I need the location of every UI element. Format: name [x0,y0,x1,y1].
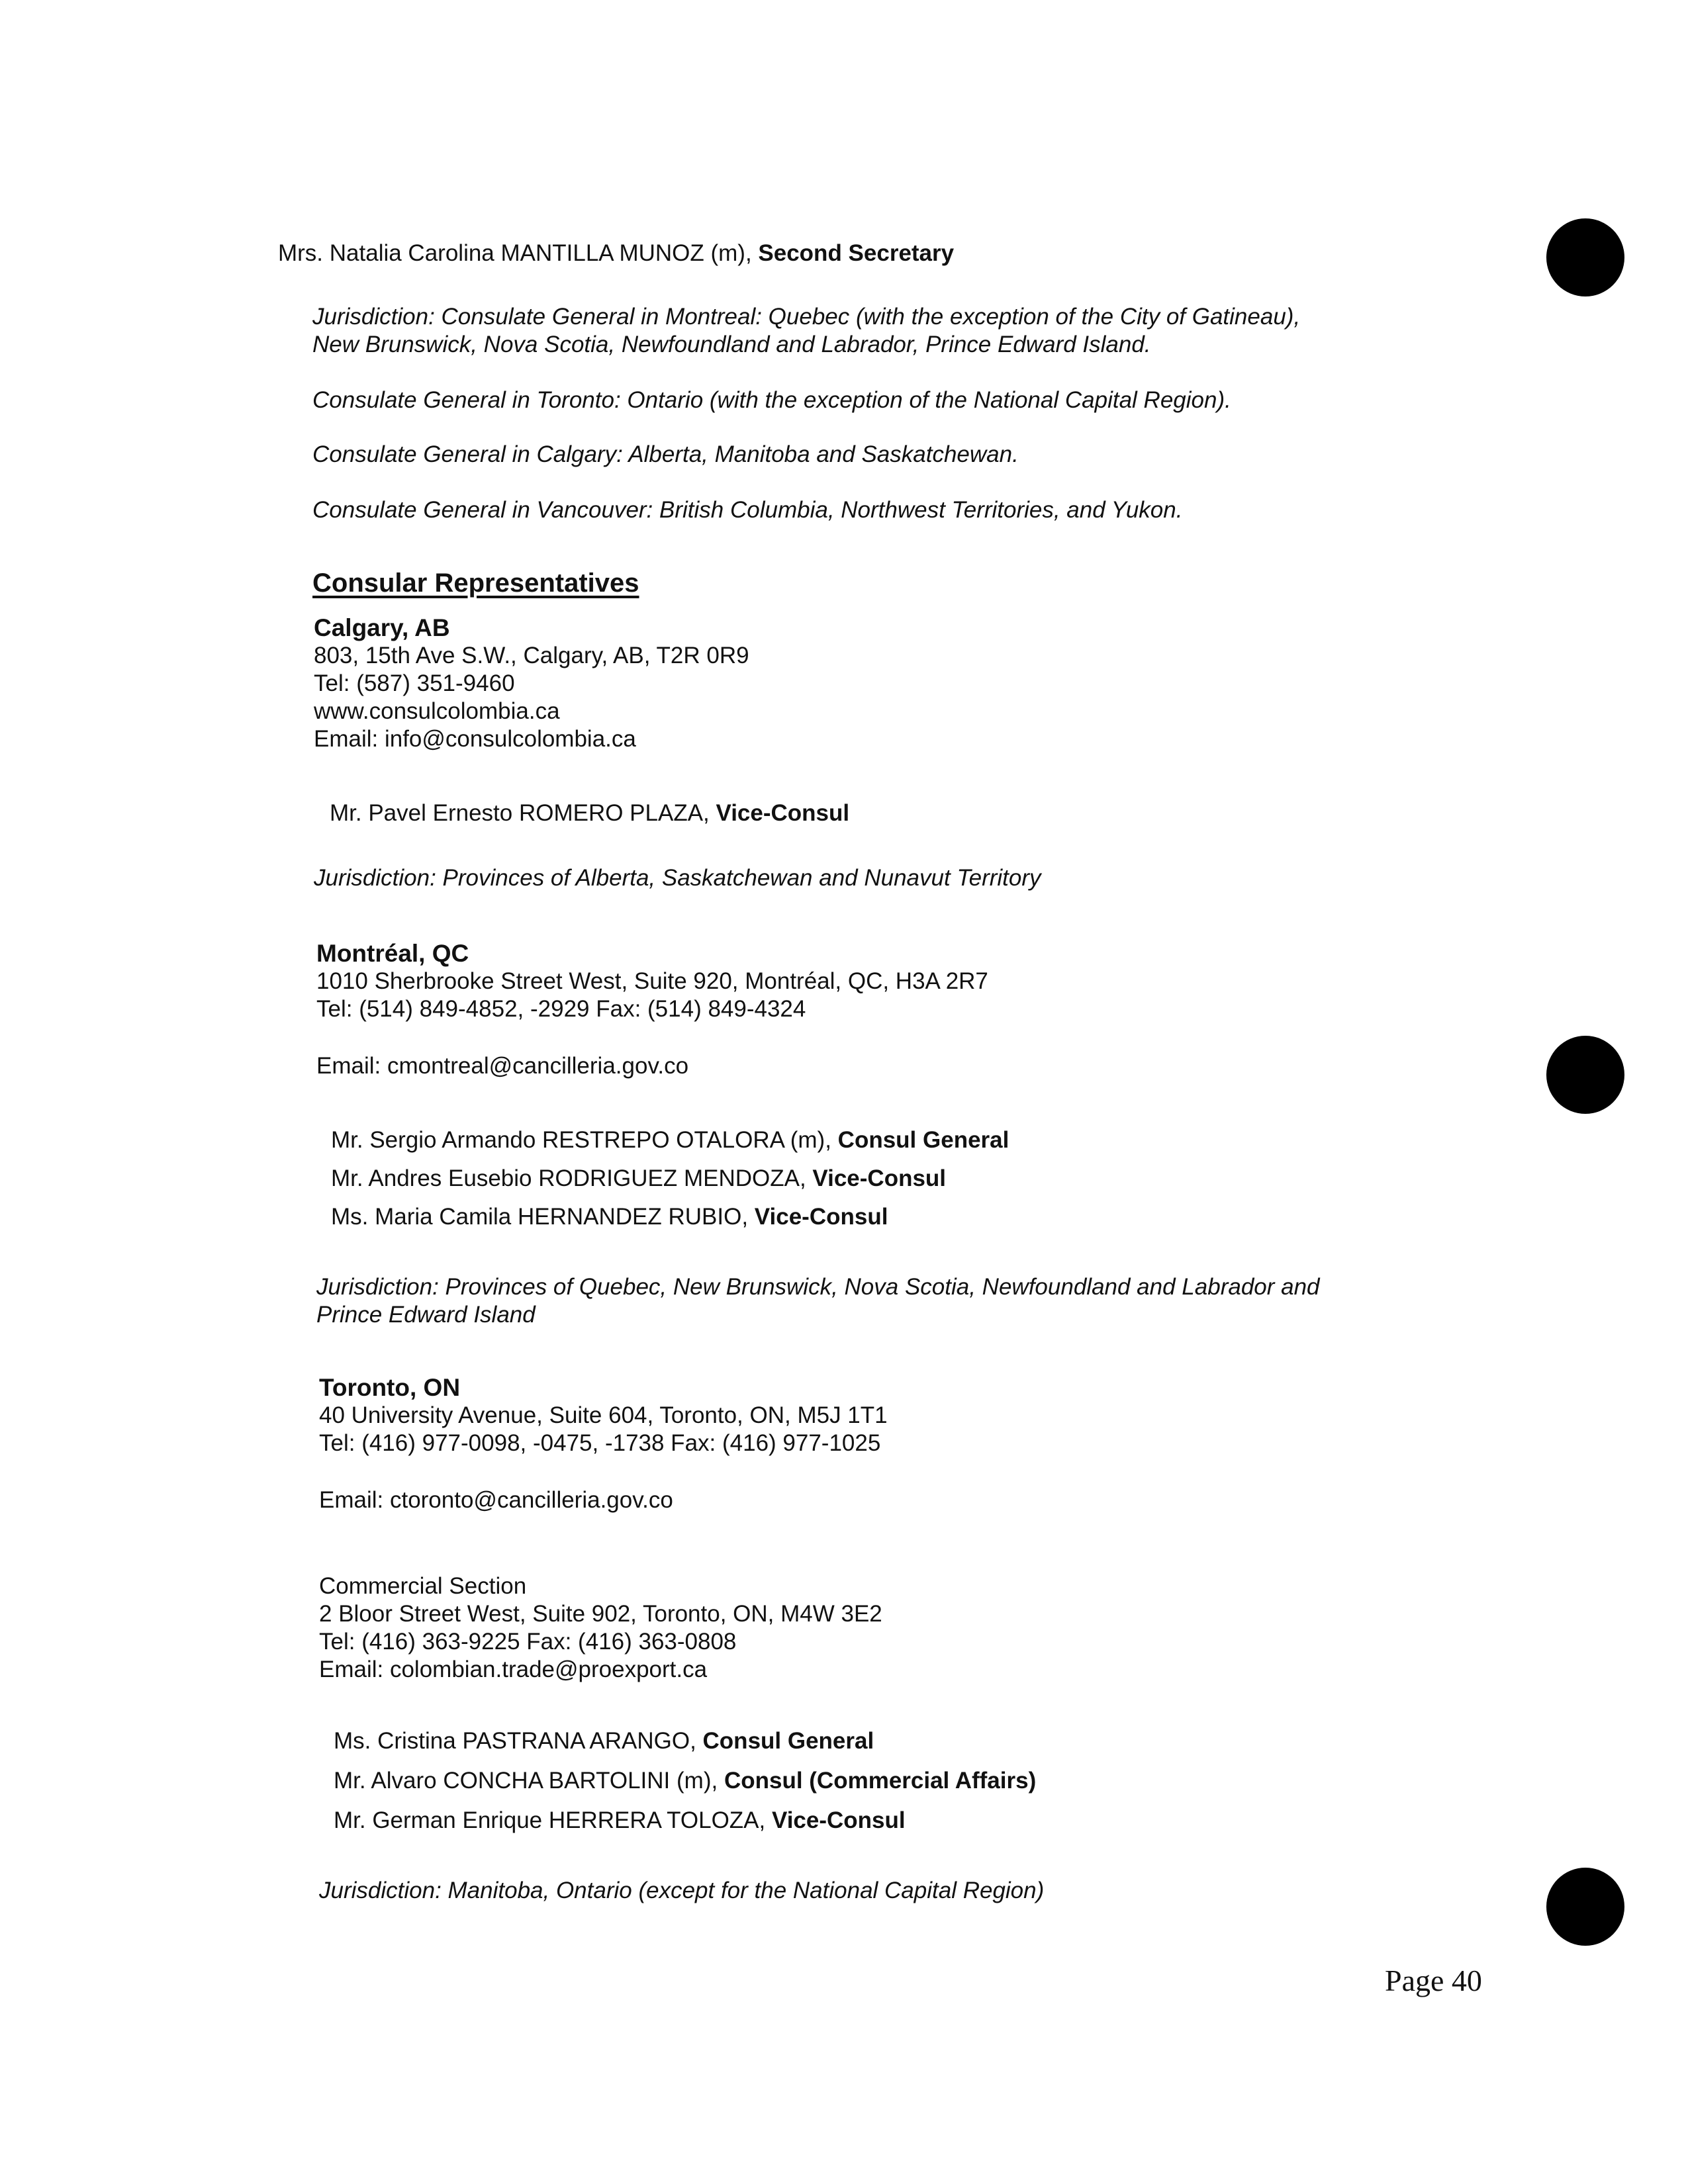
punch-hole-middle [1546,1036,1624,1114]
staff-entry [334,1727,874,1755]
commercial-email: Email: colombian.trade@proexport.ca [319,1657,708,1682]
staff-entry [334,1767,1036,1795]
person-title: Vice-Consul [754,1204,888,1230]
montreal-address: 1010 Sherbrooke Street West, Suite 920, Montréal, QC, H3A 2R7 [316,968,988,994]
jurisdiction-line: New Brunswick, Nova Scotia, Newfoundland and Labrador, Prince Edward Island. [312,332,1151,357]
calgary-jurisdiction: Jurisdiction: Provinces of Alberta, Saskatchewan and Nunavut Territory [314,865,1041,891]
calgary-tel: Tel: (587) 351-9460 [314,670,515,696]
commercial-section-label: Commercial Section [319,1573,527,1599]
person-name: Ms. Cristina PASTRANA ARANGO, [334,1728,703,1754]
commercial-address: 2 Bloor Street West, Suite 902, Toronto, ON, M4W 3E2 [319,1601,882,1627]
person-title: Vice-Consul [716,800,850,826]
toronto-tel: Tel: (416) 977-0098, -0475, -1738 Fax: (416) 977-1025 [319,1430,881,1456]
page-number: Page 40 [1385,1964,1482,1997]
person-name: Mr. Pavel Ernesto ROMERO PLAZA, [330,800,716,826]
city-heading-calgary: Calgary, AB [314,614,450,641]
calgary-address: 803, 15th Ave S.W., Calgary, AB, T2R 0R9 [314,643,749,668]
montreal-email: Email: cmontreal@cancilleria.gov.co [316,1053,689,1079]
person-title: Vice-Consul [812,1165,947,1191]
person-name: Mr. Alvaro CONCHA BARTOLINI (m), [334,1768,724,1794]
calgary-website: www.consulcolombia.ca [314,698,560,724]
staff-entry [331,1165,946,1193]
toronto-address: 40 University Avenue, Suite 604, Toronto, ON, M5J 1T1 [319,1402,888,1428]
person-title: Consul General [837,1127,1009,1153]
staff-entry [330,799,849,827]
jurisdiction-line: Consulate General in Calgary: Alberta, Manitoba and Saskatchewan. [312,441,1019,467]
second-secretary-entry [278,240,954,267]
person-title: Vice-Consul [771,1807,906,1833]
staff-entry [334,1807,906,1835]
person-name: Mr. Andres Eusebio RODRIGUEZ MENDOZA, [331,1165,813,1191]
staff-entry [331,1126,1009,1154]
montreal-tel: Tel: (514) 849-4852, -2929 Fax: (514) 849-4324 [316,996,806,1022]
toronto-jurisdiction: Jurisdiction: Manitoba, Ontario (except for the National Capital Region) [319,1878,1045,1903]
person-name: Ms. Maria Camila HERNANDEZ RUBIO, [331,1204,755,1230]
person-name: Mr. German Enrique HERRERA TOLOZA, [334,1807,772,1833]
staff-entry [331,1203,888,1231]
jurisdiction-line: Jurisdiction: Consulate General in Montreal: Quebec (with the exception of the City of Gatineau), [312,304,1301,330]
city-heading-montreal: Montréal, QC [316,940,469,967]
city-heading-toronto: Toronto, ON [319,1374,461,1401]
person-title: Second Secretary [758,240,955,266]
section-heading: Consular Representatives [312,569,639,598]
punch-hole-bottom [1546,1868,1624,1946]
person-title: Consul General [702,1728,874,1754]
person-name: Mrs. Natalia Carolina MANTILLA MUNOZ (m), [278,240,759,266]
jurisdiction-line: Consulate General in Vancouver: British Columbia, Northwest Territories, and Yukon. [312,497,1183,523]
toronto-email: Email: ctoronto@cancilleria.gov.co [319,1487,673,1513]
calgary-email: Email: info@consulcolombia.ca [314,726,636,752]
punch-hole-top [1546,218,1624,296]
person-name: Mr. Sergio Armando RESTREPO OTALORA (m), [331,1127,838,1153]
montreal-jurisdiction-line: Jurisdiction: Provinces of Quebec, New Brunswick, Nova Scotia, Newfoundland and Labrador and [316,1274,1320,1300]
person-title: Consul (Commercial Affairs) [724,1768,1037,1794]
montreal-jurisdiction-line: Prince Edward Island [316,1302,536,1328]
jurisdiction-line: Consulate General in Toronto: Ontario (with the exception of the National Capital Region). [312,387,1231,413]
commercial-tel: Tel: (416) 363-9225 Fax: (416) 363-0808 [319,1629,737,1655]
